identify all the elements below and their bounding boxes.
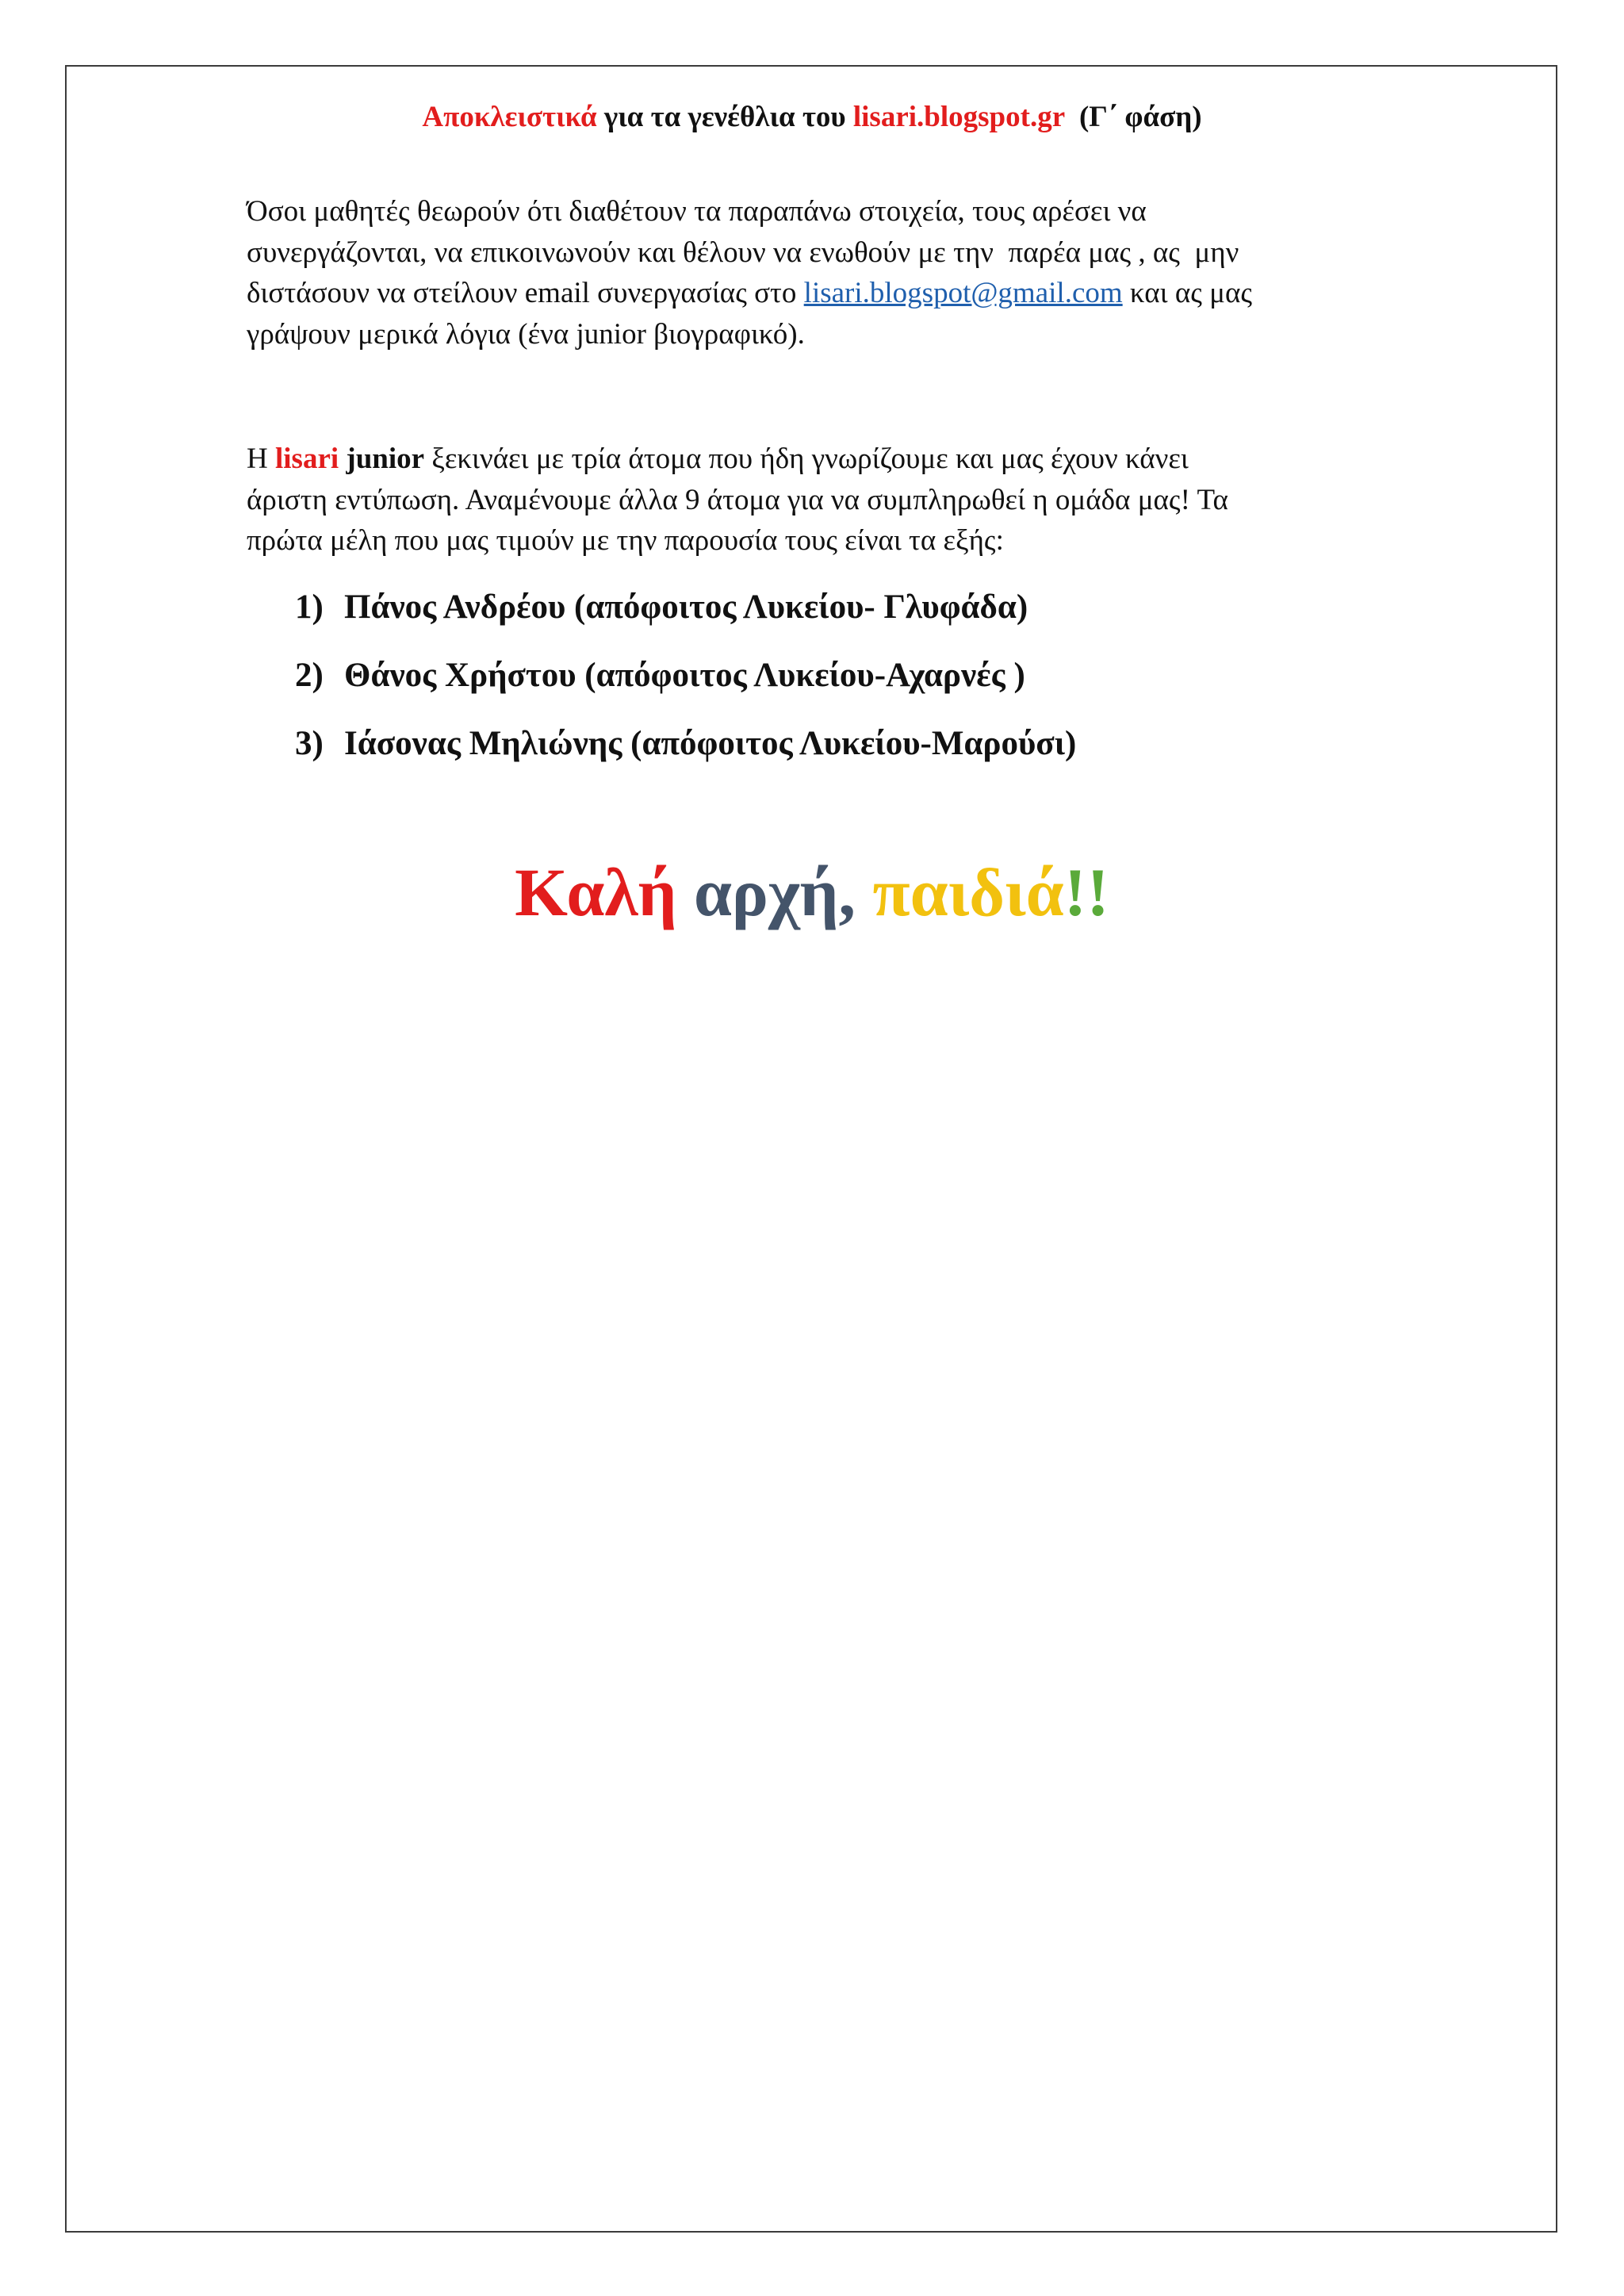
junior-prefix: Η [247, 443, 275, 475]
closing-word-good: Καλή [515, 854, 677, 930]
list-item [295, 585, 1405, 653]
header-title [0, 97, 1624, 138]
list-item [295, 653, 1405, 721]
invitation-paragraph [247, 191, 1388, 355]
closing-comma: , [838, 854, 873, 930]
closing-exclaim: !! [1063, 854, 1109, 930]
header-phase: (Γ΄ φάση) [1064, 101, 1202, 133]
junior-intro-rest: ξεκινάει με τρία άτομα που ήδη γνωρίζουμε και μας έχουν κάνει [424, 443, 1189, 475]
paragraph-line: άριστη εντύπωση. Αναμένουμε άλλα 9 άτομα για να συμπληρωθεί η ομάδα μας! Τα [247, 483, 1228, 516]
paragraph-line: γράψουν μερικά λόγια (ένα junior βιογραφικό). [247, 317, 805, 351]
email-link[interactable]: lisari.blogspot@gmail.com [803, 277, 1123, 309]
header-blog-name: lisari.blogspot.gr [852, 101, 1065, 133]
closing-word-start: αρχή [676, 854, 839, 930]
paragraph-line-email [247, 273, 1388, 314]
members-list [295, 585, 1405, 789]
list-item [295, 721, 1405, 789]
page-border [65, 65, 1557, 2233]
header-birthday-text: για τα γενέθλια του [596, 101, 853, 133]
list-number: 2) [295, 657, 324, 694]
paragraph-line-brand [247, 439, 1388, 480]
brand-lisari: lisari [274, 443, 339, 475]
paragraph-line: συνεργάζονται, να επικοινωνούν και θέλουν να ενωθούν με την παρέα μας , ας μην [247, 236, 1239, 269]
list-number: 1) [295, 588, 324, 626]
header-exclusive: Αποκλειστικά [422, 101, 597, 133]
closing-greeting [0, 849, 1624, 936]
member-name: Πάνος Ανδρέου (απόφοιτος Λυκείου- Γλυφάδα) [344, 588, 1028, 626]
closing-word-kids: παιδιά [872, 854, 1064, 930]
list-number: 3) [295, 725, 324, 762]
email-outro-text: και ας μας [1122, 277, 1252, 309]
member-name: Θάνος Χρήστου (απόφοιτος Λυκείου-Αχαρνές ) [344, 657, 1025, 694]
email-intro-text: διστάσουν να στείλουν email συνεργασίας στο [247, 277, 804, 309]
paragraph-line: Όσοι μαθητές θεωρούν ότι διαθέτουν τα παραπάνω στοιχεία, τους αρέσει να [247, 195, 1147, 228]
member-name: Ιάσονας Μηλιώνης (απόφοιτος Λυκείου-Μαρούσι) [344, 725, 1077, 762]
junior-paragraph [247, 439, 1388, 562]
brand-junior: junior [346, 443, 425, 475]
paragraph-line: πρώτα μέλη που μας τιμούν με την παρουσία τους είναι τα εξής: [247, 524, 1004, 557]
